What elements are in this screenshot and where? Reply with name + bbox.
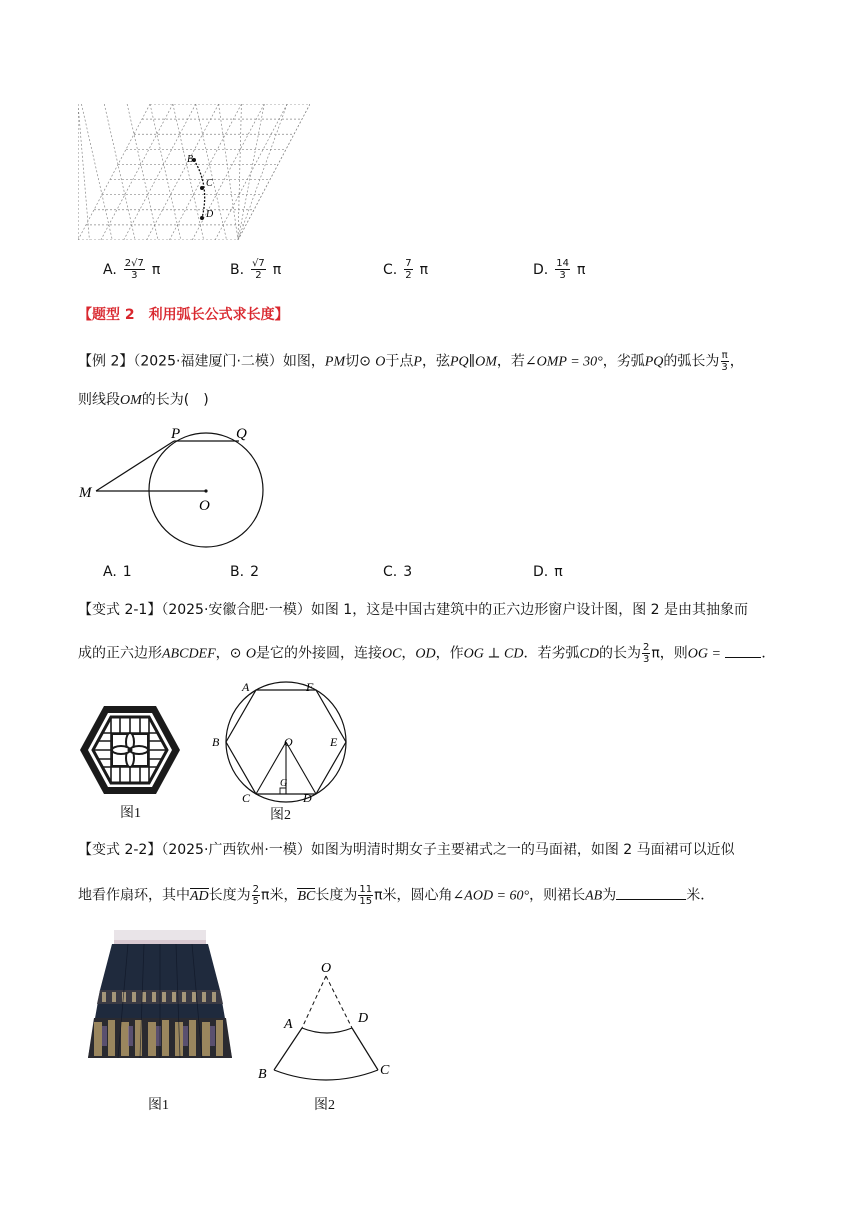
segment-mp <box>96 441 174 491</box>
q1-option-d[interactable] <box>533 258 585 281</box>
hexagon-window-image <box>78 704 182 800</box>
option-letter: B. <box>230 261 245 278</box>
variant22-fig1-caption: 图1 <box>148 1098 169 1113</box>
label-o: O <box>199 498 210 514</box>
label-c: C <box>206 178 213 189</box>
center-o <box>204 489 207 492</box>
option-value: π <box>554 564 563 580</box>
label-o: O <box>284 735 293 749</box>
variant22-line1: 【变式 2-2】（2025·广西钦州·一模）如图为明清时期女子主要裙式之一的马面裙，如图 2 马面裙可以近似 <box>78 842 735 858</box>
variant21-line1: 【变式 2-1】（2025·安徽合肥·一模）如图 1，这是中国古建筑中的正六边形窗户设计图，图 2 是由其抽象而 <box>78 602 749 618</box>
q1-option-a[interactable] <box>103 258 160 281</box>
variant22-line2: 地看作扇环，其中AD长度为 $\frac{2}{5}$ π米，BC长度为 $\frac{11}{15}$ π米，圆心角∠AOD = 60°，则裙长AB为 米． <box>78 884 715 907</box>
label-m: M <box>79 485 92 501</box>
label-a: A <box>242 680 250 694</box>
option-fraction: $\frac{7}{2}$ <box>405 258 412 281</box>
label-b: B <box>258 1067 267 1082</box>
option-letter: B. <box>230 564 245 580</box>
example2-line2: 则线段OM的长为( ) <box>78 392 209 408</box>
label-d: D <box>358 1011 369 1026</box>
option-letter: C. <box>383 564 398 580</box>
variant-tag: 【变式 2-1】 <box>78 602 162 618</box>
variant22-fig2-caption: 图2 <box>314 1098 335 1113</box>
option-letter: A. <box>103 564 117 580</box>
answer-blank[interactable] <box>616 885 686 900</box>
ex2-option-b[interactable] <box>230 564 259 580</box>
option-letter: A. <box>103 261 117 278</box>
option-fraction: $\frac{14}{3}$ <box>556 258 569 281</box>
q1-option-b[interactable] <box>230 258 281 281</box>
hexagon-circle-diagram <box>206 680 354 804</box>
label-d: D <box>206 209 214 220</box>
variant21-fig1-caption: 图1 <box>120 806 141 821</box>
variant21-fig2-caption: 图2 <box>270 808 291 823</box>
variant-source: （2025·广西钦州·一模） <box>161 842 311 858</box>
label-g: G <box>280 778 288 789</box>
option-letter: D. <box>533 261 549 278</box>
ex2-option-a[interactable] <box>103 564 132 580</box>
circle-tangent-figure <box>74 420 274 560</box>
triangular-grid-figure <box>78 104 310 240</box>
option-value: 1 <box>122 564 132 580</box>
option-tail: π <box>419 261 429 278</box>
arc-bc <box>274 1070 378 1080</box>
point-d <box>200 216 204 220</box>
label-c: C <box>242 791 251 804</box>
option-tail: π <box>272 261 282 278</box>
label-a: A <box>284 1017 293 1032</box>
sector-ring-diagram <box>254 958 404 1088</box>
label-b: B <box>187 154 194 165</box>
example-source: （2025·福建厦门·二模） <box>133 353 283 370</box>
arc-ad <box>302 1028 352 1033</box>
label-p: P <box>171 426 181 442</box>
ex2-option-d[interactable] <box>533 564 563 580</box>
option-value: 2 <box>250 564 259 580</box>
answer-blank[interactable] <box>725 643 761 658</box>
option-tail: π <box>151 261 161 278</box>
example-tag: 【例 2】 <box>78 353 134 370</box>
label-c: C <box>380 1063 390 1078</box>
option-letter: C. <box>383 261 398 278</box>
option-letter: D. <box>533 564 549 580</box>
label-f: F <box>306 680 314 694</box>
option-value: 3 <box>403 564 413 580</box>
section-title: 【题型 2 利用弧长公式求长度】 <box>78 307 289 323</box>
point-c <box>200 186 204 190</box>
ex2-option-c[interactable] <box>383 564 412 580</box>
label-e: E <box>330 735 338 749</box>
label-b: B <box>212 735 220 749</box>
option-fraction: $\frac{2√7}{3}$ <box>124 258 144 281</box>
label-d: D <box>303 791 312 804</box>
label-q: Q <box>236 426 247 442</box>
mamian-skirt-image <box>88 930 232 1072</box>
variant-tag: 【变式 2-2】 <box>78 842 162 858</box>
variant21-line2: 成的正六边形ABCDEF，⊙ O是它的外接圆，连接OC，OD，作OG ⊥ CD．若劣弧CD的长为 $\frac{2}{3}$ π，则OG = ． <box>78 642 776 665</box>
option-fraction: $\frac{√7}{2}$ <box>252 258 265 281</box>
label-o: O <box>321 961 332 976</box>
example2-line1: 【例 2】（2025·福建厦门·二模）如图，PM切⊙ O于点P，弦PQ∥OM，若∠OMP = 30°，劣弧PQ的弧长为 $\frac{\pi}{3}$ ， <box>78 350 744 373</box>
option-tail: π <box>576 261 586 278</box>
variant-source: （2025·安徽合肥·一模） <box>161 602 311 618</box>
q1-option-c[interactable] <box>383 258 428 281</box>
